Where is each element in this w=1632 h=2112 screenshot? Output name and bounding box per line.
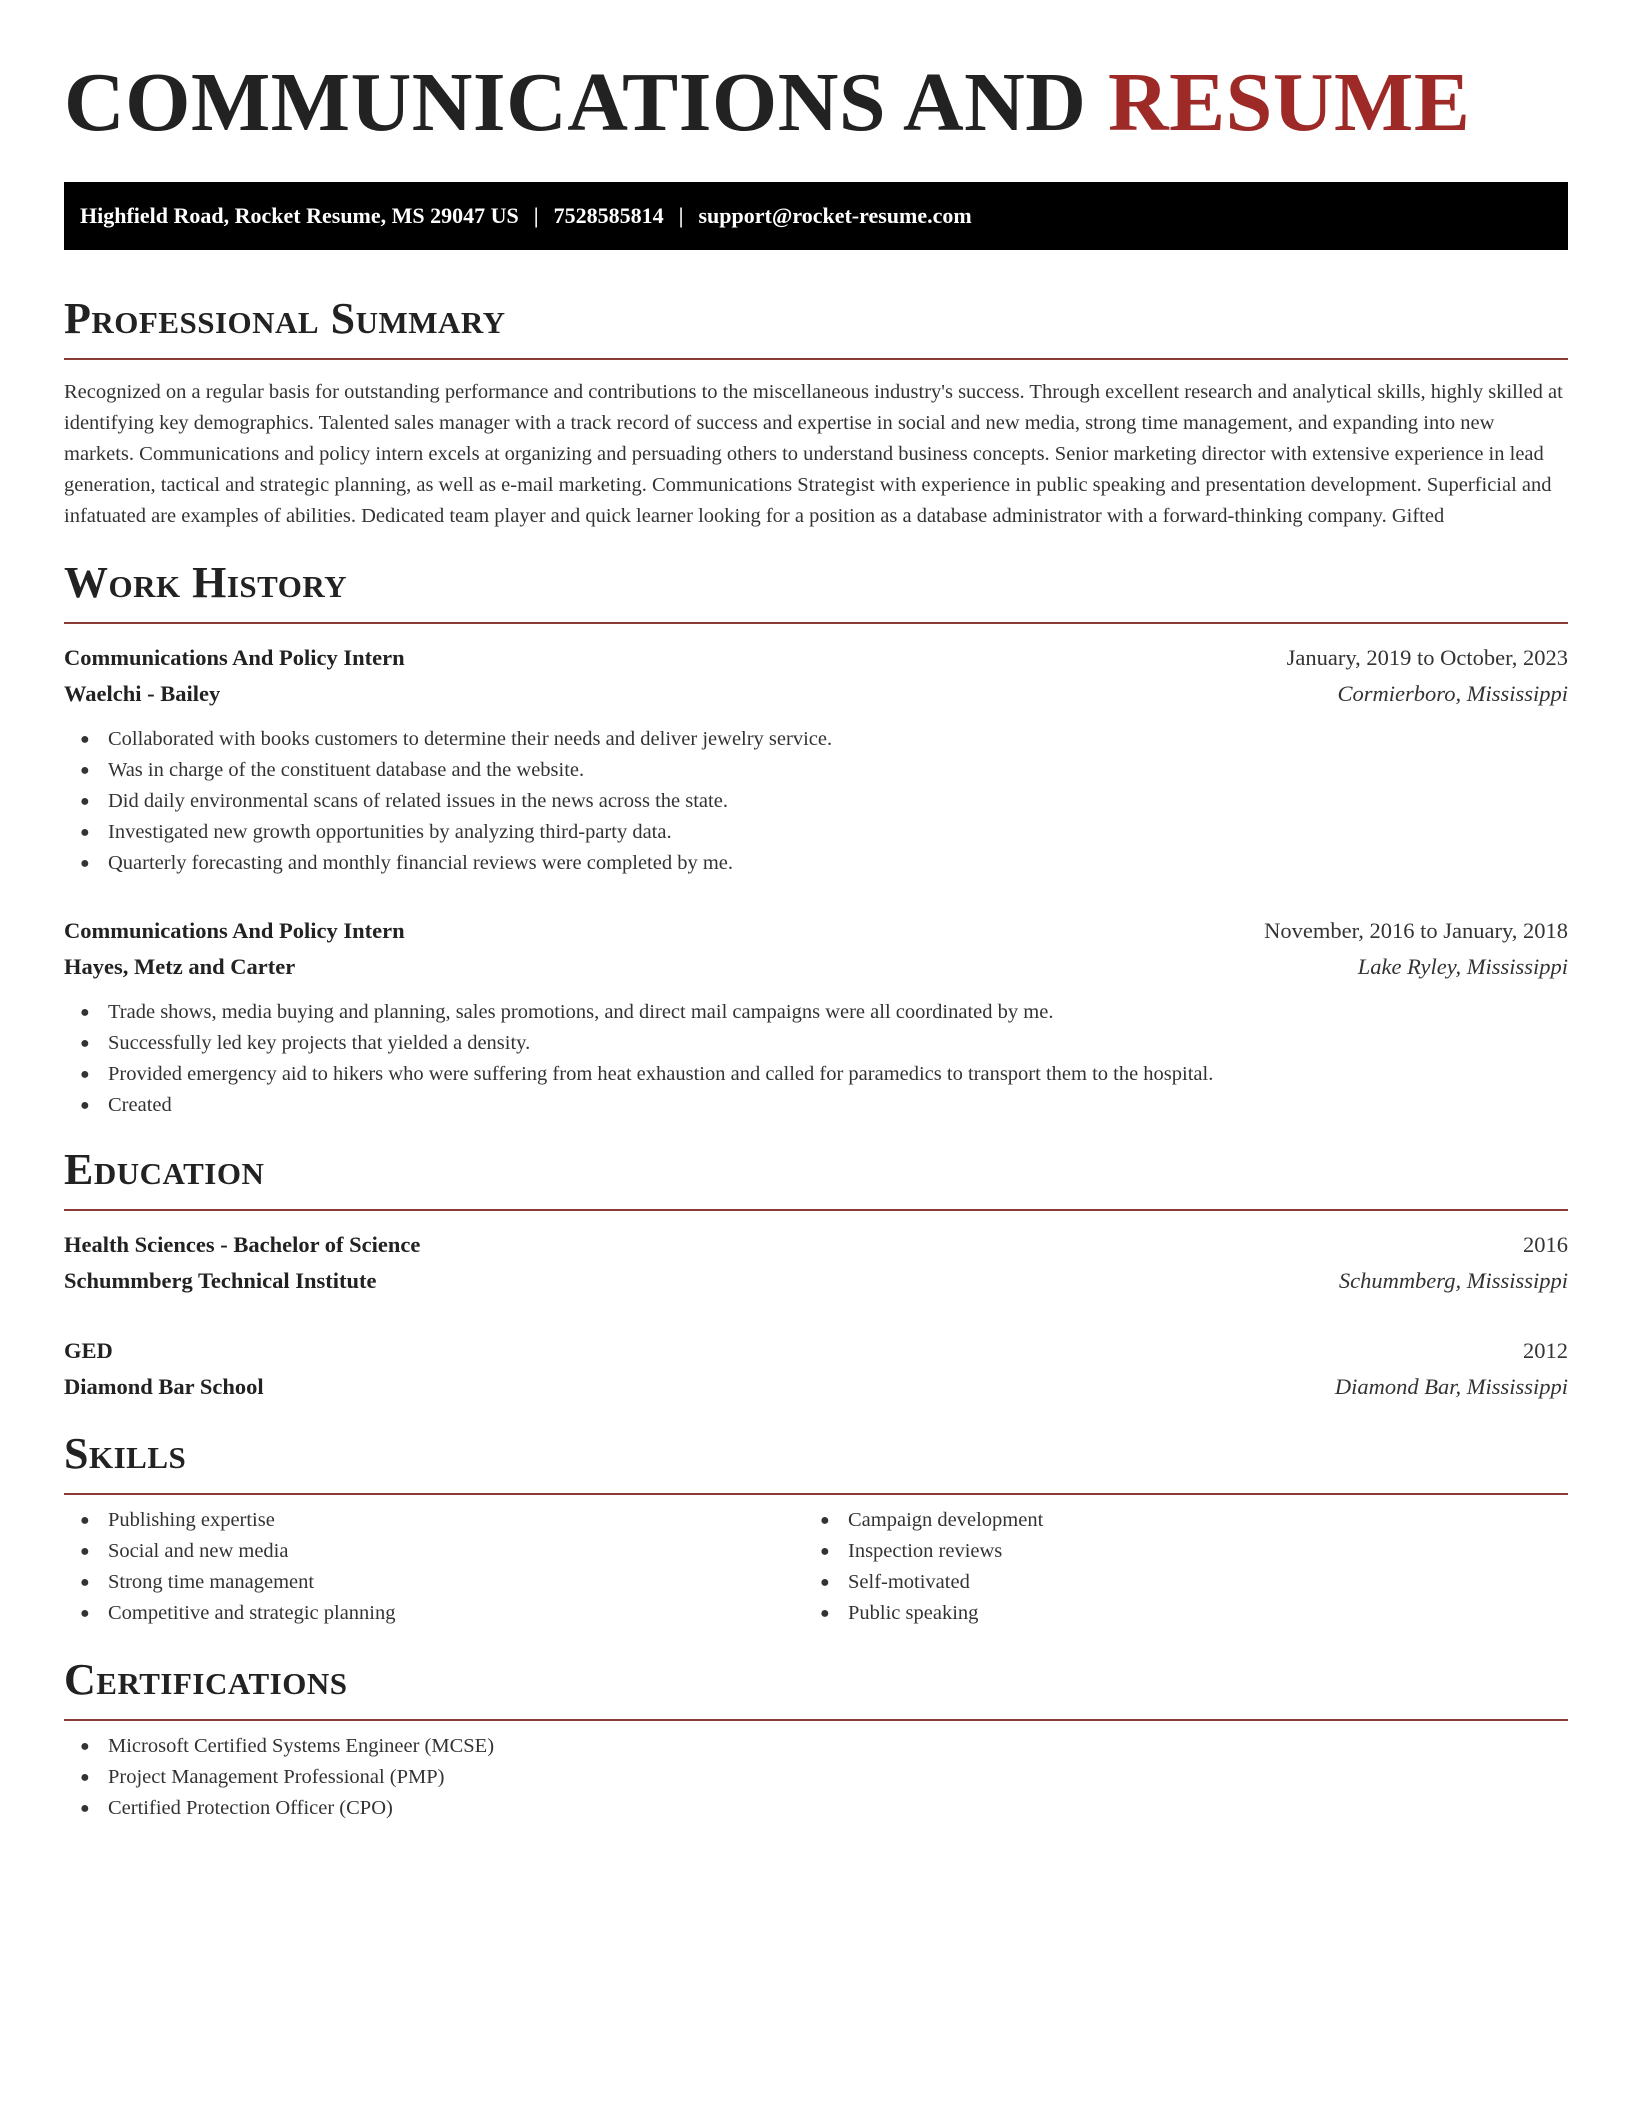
skill-text: Competitive and strategic planning — [108, 1602, 396, 1624]
skill-item — [80, 1505, 804, 1536]
name-last: RESUME — [1107, 56, 1471, 149]
skills-list — [64, 1505, 804, 1629]
job-bullet — [80, 1059, 1568, 1090]
bullet-icon: ● — [820, 1512, 830, 1529]
bullet-icon: ● — [80, 824, 90, 841]
job-location: Lake Ryley, Mississippi — [1357, 954, 1568, 979]
job-bullet — [80, 755, 1568, 786]
job-company: Hayes, Metz and Carter — [64, 954, 296, 979]
skill-item — [820, 1505, 1544, 1536]
skill-text: Public speaking — [848, 1602, 979, 1624]
education-degree: GED — [64, 1338, 113, 1363]
certification-item — [80, 1762, 1568, 1793]
contact-separator: | — [533, 203, 539, 228]
job-title: Communications And Policy Intern — [64, 918, 405, 943]
contact-separator: | — [678, 203, 684, 228]
job-bullet-text: Investigated new growth opportunities by analyzing third-party data. — [108, 821, 672, 843]
job-dates: November, 2016 to January, 2018 — [1264, 918, 1568, 943]
education-entry — [64, 1227, 1568, 1299]
contact-bar — [64, 182, 1568, 250]
section-title-certifications: Certifications — [64, 1655, 348, 1704]
job-bullet-text: Was in charge of the constituent database and the website. — [108, 759, 585, 781]
bullet-icon: ● — [80, 1035, 90, 1052]
education-section — [64, 1145, 1568, 1405]
job-company: Waelchi - Bailey — [64, 681, 221, 706]
certification-text: Certified Protection Officer (CPO) — [108, 1797, 393, 1819]
certification-item — [80, 1793, 1568, 1824]
job-bullets — [64, 997, 1568, 1121]
skills-list — [804, 1505, 1544, 1629]
skill-text: Strong time management — [108, 1571, 315, 1593]
skill-item — [80, 1598, 804, 1629]
bullet-icon: ● — [80, 1004, 90, 1021]
skill-text: Social and new media — [108, 1540, 289, 1562]
education-year: 2012 — [1523, 1338, 1568, 1363]
certification-text: Project Management Professional (PMP) — [108, 1766, 445, 1788]
job-company-row — [64, 676, 1568, 712]
bullet-icon: ● — [80, 731, 90, 748]
job-bullet — [80, 997, 1568, 1028]
job-dates: January, 2019 to October, 2023 — [1286, 645, 1568, 670]
contact-address: Highfield Road, Rocket Resume, MS 29047 US — [80, 203, 519, 228]
job-bullet — [80, 848, 1568, 879]
job-bullet — [80, 1028, 1568, 1059]
skill-item — [820, 1536, 1544, 1567]
bullet-icon: ● — [80, 1543, 90, 1560]
section-divider — [64, 1209, 1568, 1211]
certification-text: Microsoft Certified Systems Engineer (MCSE) — [108, 1735, 495, 1757]
education-header-row — [64, 1227, 1568, 1263]
skill-item — [80, 1567, 804, 1598]
certifications-section — [64, 1655, 1568, 1824]
resume-name — [64, 58, 1568, 148]
skills-section — [64, 1429, 1568, 1629]
certification-item — [80, 1731, 1568, 1762]
job-bullet-text: Quarterly forecasting and monthly financial reviews were completed by me. — [108, 852, 734, 874]
bullet-icon: ● — [80, 1769, 90, 1786]
education-school-row — [64, 1263, 1568, 1299]
job-bullet-text: Provided emergency aid to hikers who were suffering from heat exhaustion and called for paramedics to transport them to the hospital. — [108, 1063, 1214, 1085]
education-location: Schummberg, Mississippi — [1338, 1268, 1568, 1293]
job-bullet — [80, 1090, 1568, 1121]
skills-column-right — [804, 1505, 1544, 1629]
bullet-icon: ● — [820, 1574, 830, 1591]
education-school-row — [64, 1369, 1568, 1405]
job-bullet-text: Trade shows, media buying and planning, sales promotions, and direct mail campaigns were all coordinated by me. — [108, 1001, 1054, 1023]
skill-item — [80, 1536, 804, 1567]
bullet-icon: ● — [820, 1605, 830, 1622]
bullet-icon: ● — [80, 793, 90, 810]
name-first: COMMUNICATIONS AND — [64, 56, 1087, 149]
job-title: Communications And Policy Intern — [64, 645, 405, 670]
bullet-icon: ● — [80, 1738, 90, 1755]
work-history-section — [64, 558, 1568, 1121]
education-entry — [64, 1333, 1568, 1405]
bullet-icon: ● — [820, 1543, 830, 1560]
job-header-row — [64, 913, 1568, 949]
job-company-row — [64, 949, 1568, 985]
job-header-row — [64, 640, 1568, 676]
bullet-icon: ● — [80, 1512, 90, 1529]
job-bullet-text: Did daily environmental scans of related issues in the news across the state. — [108, 790, 728, 812]
section-title-summary: Professional Summary — [64, 294, 506, 343]
job-entry — [64, 640, 1568, 879]
job-bullet — [80, 817, 1568, 848]
skill-text: Self-motivated — [848, 1571, 970, 1593]
skills-grid — [64, 1505, 1568, 1629]
section-divider — [64, 358, 1568, 360]
job-bullet — [80, 724, 1568, 755]
skill-item — [820, 1598, 1544, 1629]
bullet-icon: ● — [80, 1066, 90, 1083]
contact-phone: 7528585814 — [553, 203, 664, 228]
bullet-icon: ● — [80, 1097, 90, 1114]
job-bullet — [80, 786, 1568, 817]
bullet-icon: ● — [80, 762, 90, 779]
job-bullet-text: Collaborated with books customers to determine their needs and deliver jewelry service. — [108, 728, 833, 750]
education-header-row — [64, 1333, 1568, 1369]
skill-text: Campaign development — [848, 1509, 1044, 1531]
certifications-list — [64, 1731, 1568, 1824]
job-bullet-text: Created — [108, 1094, 172, 1116]
education-school: Schummberg Technical Institute — [64, 1268, 377, 1293]
section-title-education: Education — [64, 1145, 265, 1194]
section-divider — [64, 1493, 1568, 1495]
bullet-icon: ● — [80, 1605, 90, 1622]
bullet-icon: ● — [80, 1800, 90, 1817]
skill-text: Publishing expertise — [108, 1509, 275, 1531]
education-year: 2016 — [1523, 1232, 1568, 1257]
section-divider — [64, 1719, 1568, 1721]
job-bullets — [64, 724, 1568, 879]
bullet-icon: ● — [80, 1574, 90, 1591]
section-divider — [64, 622, 1568, 624]
bullet-icon: ● — [80, 855, 90, 872]
job-entry — [64, 913, 1568, 1121]
section-title-work-history: Work History — [64, 558, 348, 607]
skill-text: Inspection reviews — [848, 1540, 1003, 1562]
section-title-skills: Skills — [64, 1429, 187, 1478]
job-bullet-text: Successfully led key projects that yielded a density. — [108, 1032, 531, 1054]
summary-section — [64, 294, 1568, 532]
education-school: Diamond Bar School — [64, 1374, 264, 1399]
skill-item — [820, 1567, 1544, 1598]
education-degree: Health Sciences - Bachelor of Science — [64, 1232, 421, 1257]
job-location: Cormierboro, Mississippi — [1337, 681, 1568, 706]
education-location: Diamond Bar, Mississippi — [1334, 1374, 1568, 1399]
summary-text: Recognized on a regular basis for outstanding performance and contributions to the miscellaneous industry's success. Through excellent research and analytical skills, highly skilled at identifying key demographics. Talented sales manager with a track record of success and expertise in social and new media, strong time management, and expanding into new markets. Communications and policy intern excels at organizing and persuading others to understand business concepts. Senior marketing director with extensive experience in lead generation, tactical and strategic planning, as well as e-mail marketing. Communications Strategist with experience in public speaking and presentation development. Superficial and infatuated are examples of abilities. Dedicated team player and quick learner looking for a position as a database administrator with a forward-thinking company. Gifted — [64, 381, 1563, 527]
skills-column-left — [64, 1505, 804, 1629]
contact-email: support@rocket-resume.com — [698, 203, 972, 228]
resume-page — [64, 0, 1568, 1824]
